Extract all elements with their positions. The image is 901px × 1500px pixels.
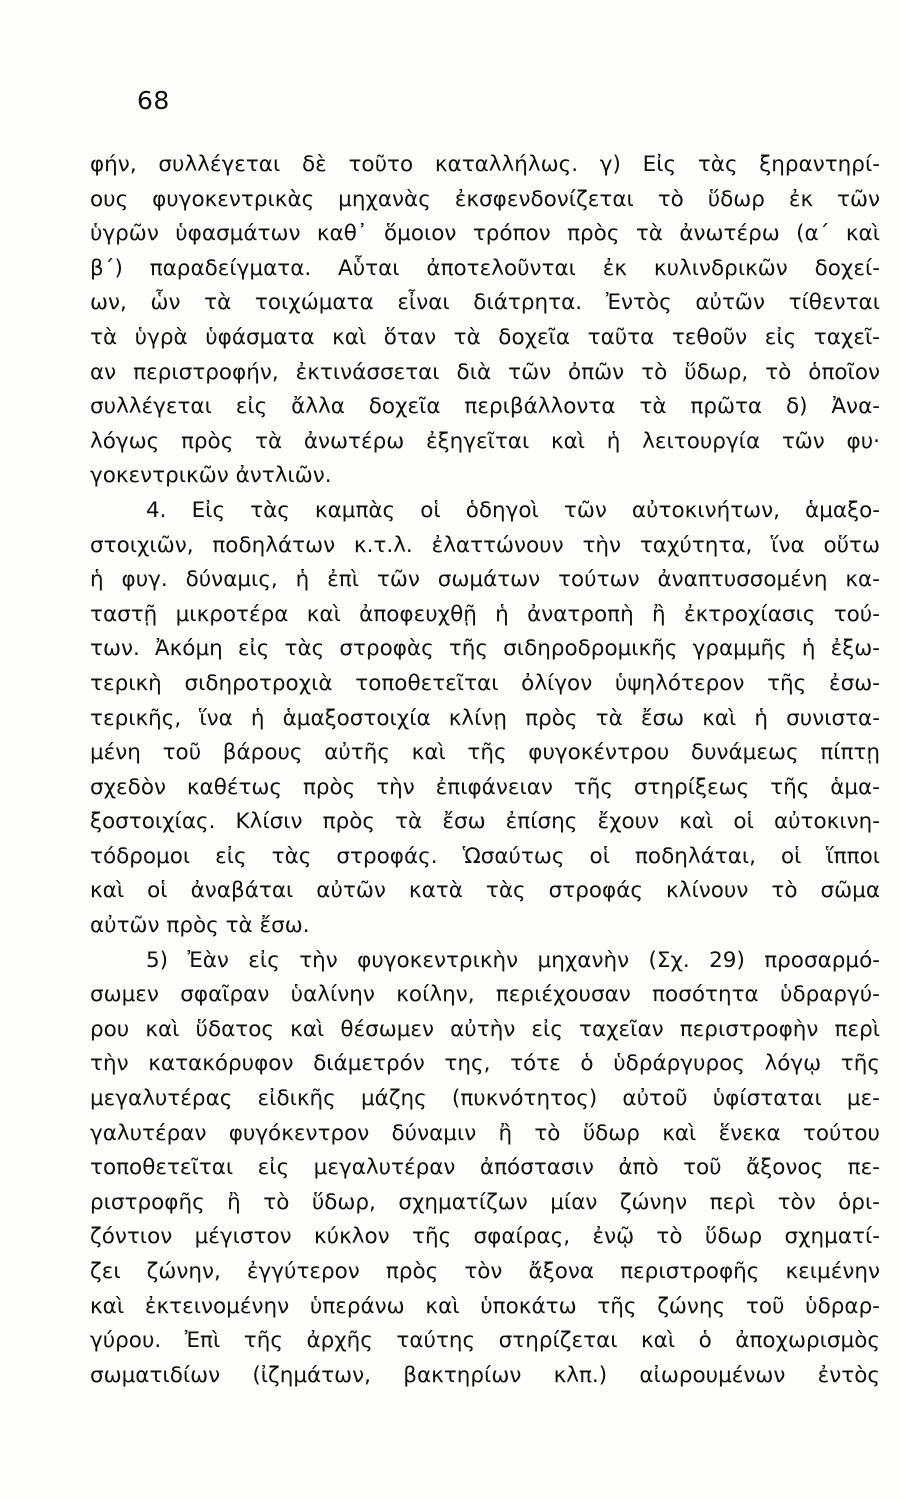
paragraph-4-first-line: 4. Εἰς τὰς καμπὰς οἱ ὁδηγοὶ τῶν αὐτοκινήτων, ἁμαξο- <box>146 497 880 523</box>
text-line: τερικὴ σιδηροτροχιὰ τοποθετεῖται ὀλίγον ὑψηλότερον τῆς ἐσω- <box>90 670 880 696</box>
page-number: 68 <box>137 86 170 115</box>
text-line: καὶ ἐκτεινομένην ὑπεράνω καὶ ὑποκάτω τῆς ζώνης τοῦ ὑδραρ- <box>90 1293 880 1319</box>
text-line: τόδρομοι εἰς τὰς στροφάς. Ὡσαύτως οἱ ποδηλάται, οἱ ἵπποι <box>90 843 880 869</box>
text-line: ὑγρῶν ὑφασμάτων καθ᾽ ὅμοιον τρόπον πρὸς τὰ ἀνωτέρω (α΄ καὶ <box>90 221 880 247</box>
body-text <box>90 148 880 1393</box>
text-line: ξοστοιχίας. Κλίσιν πρὸς τὰ ἔσω ἐπίσης ἔχουν καὶ οἱ αὐτοκινη- <box>90 809 880 835</box>
text-line: μεγαλυτέρας εἰδικῆς μάζης (πυκνότητος) αὐτοῦ ὑφίσταται με- <box>90 1086 880 1112</box>
text-line: ους φυγοκεντρικὰς μηχανὰς ἐκσφενδονίζεται τὸ ὕδωρ ἐκ τῶν <box>90 186 880 212</box>
text-line: ρου καὶ ὕδατος καὶ θέσωμεν αὐτὴν εἰς ταχεῖαν περιστροφὴν περὶ <box>90 1016 880 1042</box>
paragraph-5-first-line: 5) Ἐὰν εἰς τὴν φυγοκεντρικὴν μηχανὴν (Σχ. 29) προσαρμό- <box>146 947 880 973</box>
text-line: ζει ζώνην, ἐγγύτερον πρὸς τὸν ἄξονα περιστροφῆς κειμένην <box>90 1259 880 1284</box>
text-line: τοποθετεῖται εἰς μεγαλυτέραν ἀπόστασιν ἀπὸ τοῦ ἄξονος πε- <box>90 1155 880 1181</box>
text-line: των. Ἀκόμη εἰς τὰς στροφὰς τῆς σιδηροδρομικῆς γραμμῆς ἡ ἐξω- <box>90 636 880 662</box>
text-line: αν περιστροφήν, ἐκτινάσσεται διὰ τῶν ὀπῶν τὸ ὕδωρ, τὸ ὁποῖον <box>90 359 880 385</box>
text-line: σωματιδίων (ἰζημάτων, βακτηρίων κλπ.) αἰωρουμένων ἐντὸς <box>90 1362 880 1388</box>
text-line: τὰ ὑγρὰ ὑφάσματα καὶ ὅταν τὰ δοχεῖα ταῦτα τεθοῦν εἰς ταχεῖ- <box>90 324 880 350</box>
text-line: ων, ὧν τὰ τοιχώματα εἶναι διάτρητα. Ἐντὸς αὐτῶν τίθενται <box>90 290 880 316</box>
text-line: μένη τοῦ βάρους αὐτῆς καὶ τῆς φυγοκέντρου δυνάμεως πίπτῃ <box>90 740 880 766</box>
text-line: γαλυτέραν φυγόκεντρον δύναμιν ἢ τὸ ὕδωρ καὶ ἕνεκα τούτου <box>90 1120 880 1146</box>
text-line: ριστροφῆς ἢ τὸ ὕδωρ, σχηματίζων μίαν ζώνην περὶ τὸν ὁρι- <box>90 1189 880 1215</box>
text-line: φήν, συλλέγεται δὲ τοῦτο καταλλήλως. γ) Εἰς τὰς ξηραντηρί- <box>90 152 880 177</box>
text-line: λόγως πρὸς τὰ ἀνωτέρω ἐξηγεῖται καὶ ἡ λειτουργία τῶν φυ· <box>90 428 880 454</box>
text-line: τὴν κατακόρυφον διάμετρόν της, τότε ὁ ὑδράργυρος λόγῳ τῆς <box>90 1051 880 1077</box>
text-line: ταστῇ μικροτέρα καὶ ἀποφευχθῇ ἡ ἀνατροπὴ ἢ ἐκτροχίασις τού- <box>90 601 880 627</box>
text-line: τερικῆς, ἵνα ἡ ἁμαξοστοιχία κλίνῃ πρὸς τὰ ἔσω καὶ ἡ συνιστα- <box>90 705 880 731</box>
text-line: β΄) παραδείγματα. Αὗται ἀποτελοῦνται ἐκ κυλινδρικῶν δοχεί- <box>90 255 880 281</box>
text-line: γοκεντρικῶν ἀντλιῶν. <box>90 463 332 489</box>
text-line: καὶ οἱ ἀναβάται αὐτῶν κατὰ τὰς στροφάς κλίνουν τὸ σῶμα <box>90 878 880 904</box>
text-line: σωμεν σφαῖραν ὑαλίνην κοίλην, περιέχουσαν ποσότητα ὑδραργύ- <box>90 982 880 1008</box>
text-line: σχεδὸν καθέτως πρὸς τὴν ἐπιφάνειαν τῆς στηρίξεως τῆς ἁμα- <box>90 774 880 800</box>
text-line: γύρου. Ἐπὶ τῆς ἀρχῆς ταύτης στηρίζεται καὶ ὁ ἀποχωρισμὸς <box>90 1328 880 1354</box>
text-line: συλλέγεται εἰς ἄλλα δοχεῖα περιβάλλοντα τὰ πρῶτα δ) Ἀνα- <box>90 394 880 420</box>
text-line: αὐτῶν πρὸς τὰ ἔσω. <box>90 913 310 939</box>
text-line: ζόντιον μέγιστον κύκλον τῆς σφαίρας, ἐνῷ τὸ ὕδωρ σχηματί- <box>90 1224 880 1250</box>
text-line: ἡ φυγ. δύναμις, ἡ ἐπὶ τῶν σωμάτων τούτων ἀναπτυσσομένη κα- <box>90 567 880 593</box>
text-line: στοιχιῶν, ποδηλάτων κ.τ.λ. ἐλαττώνουν τὴν ταχύτητα, ἵνα οὕτω <box>90 532 880 558</box>
